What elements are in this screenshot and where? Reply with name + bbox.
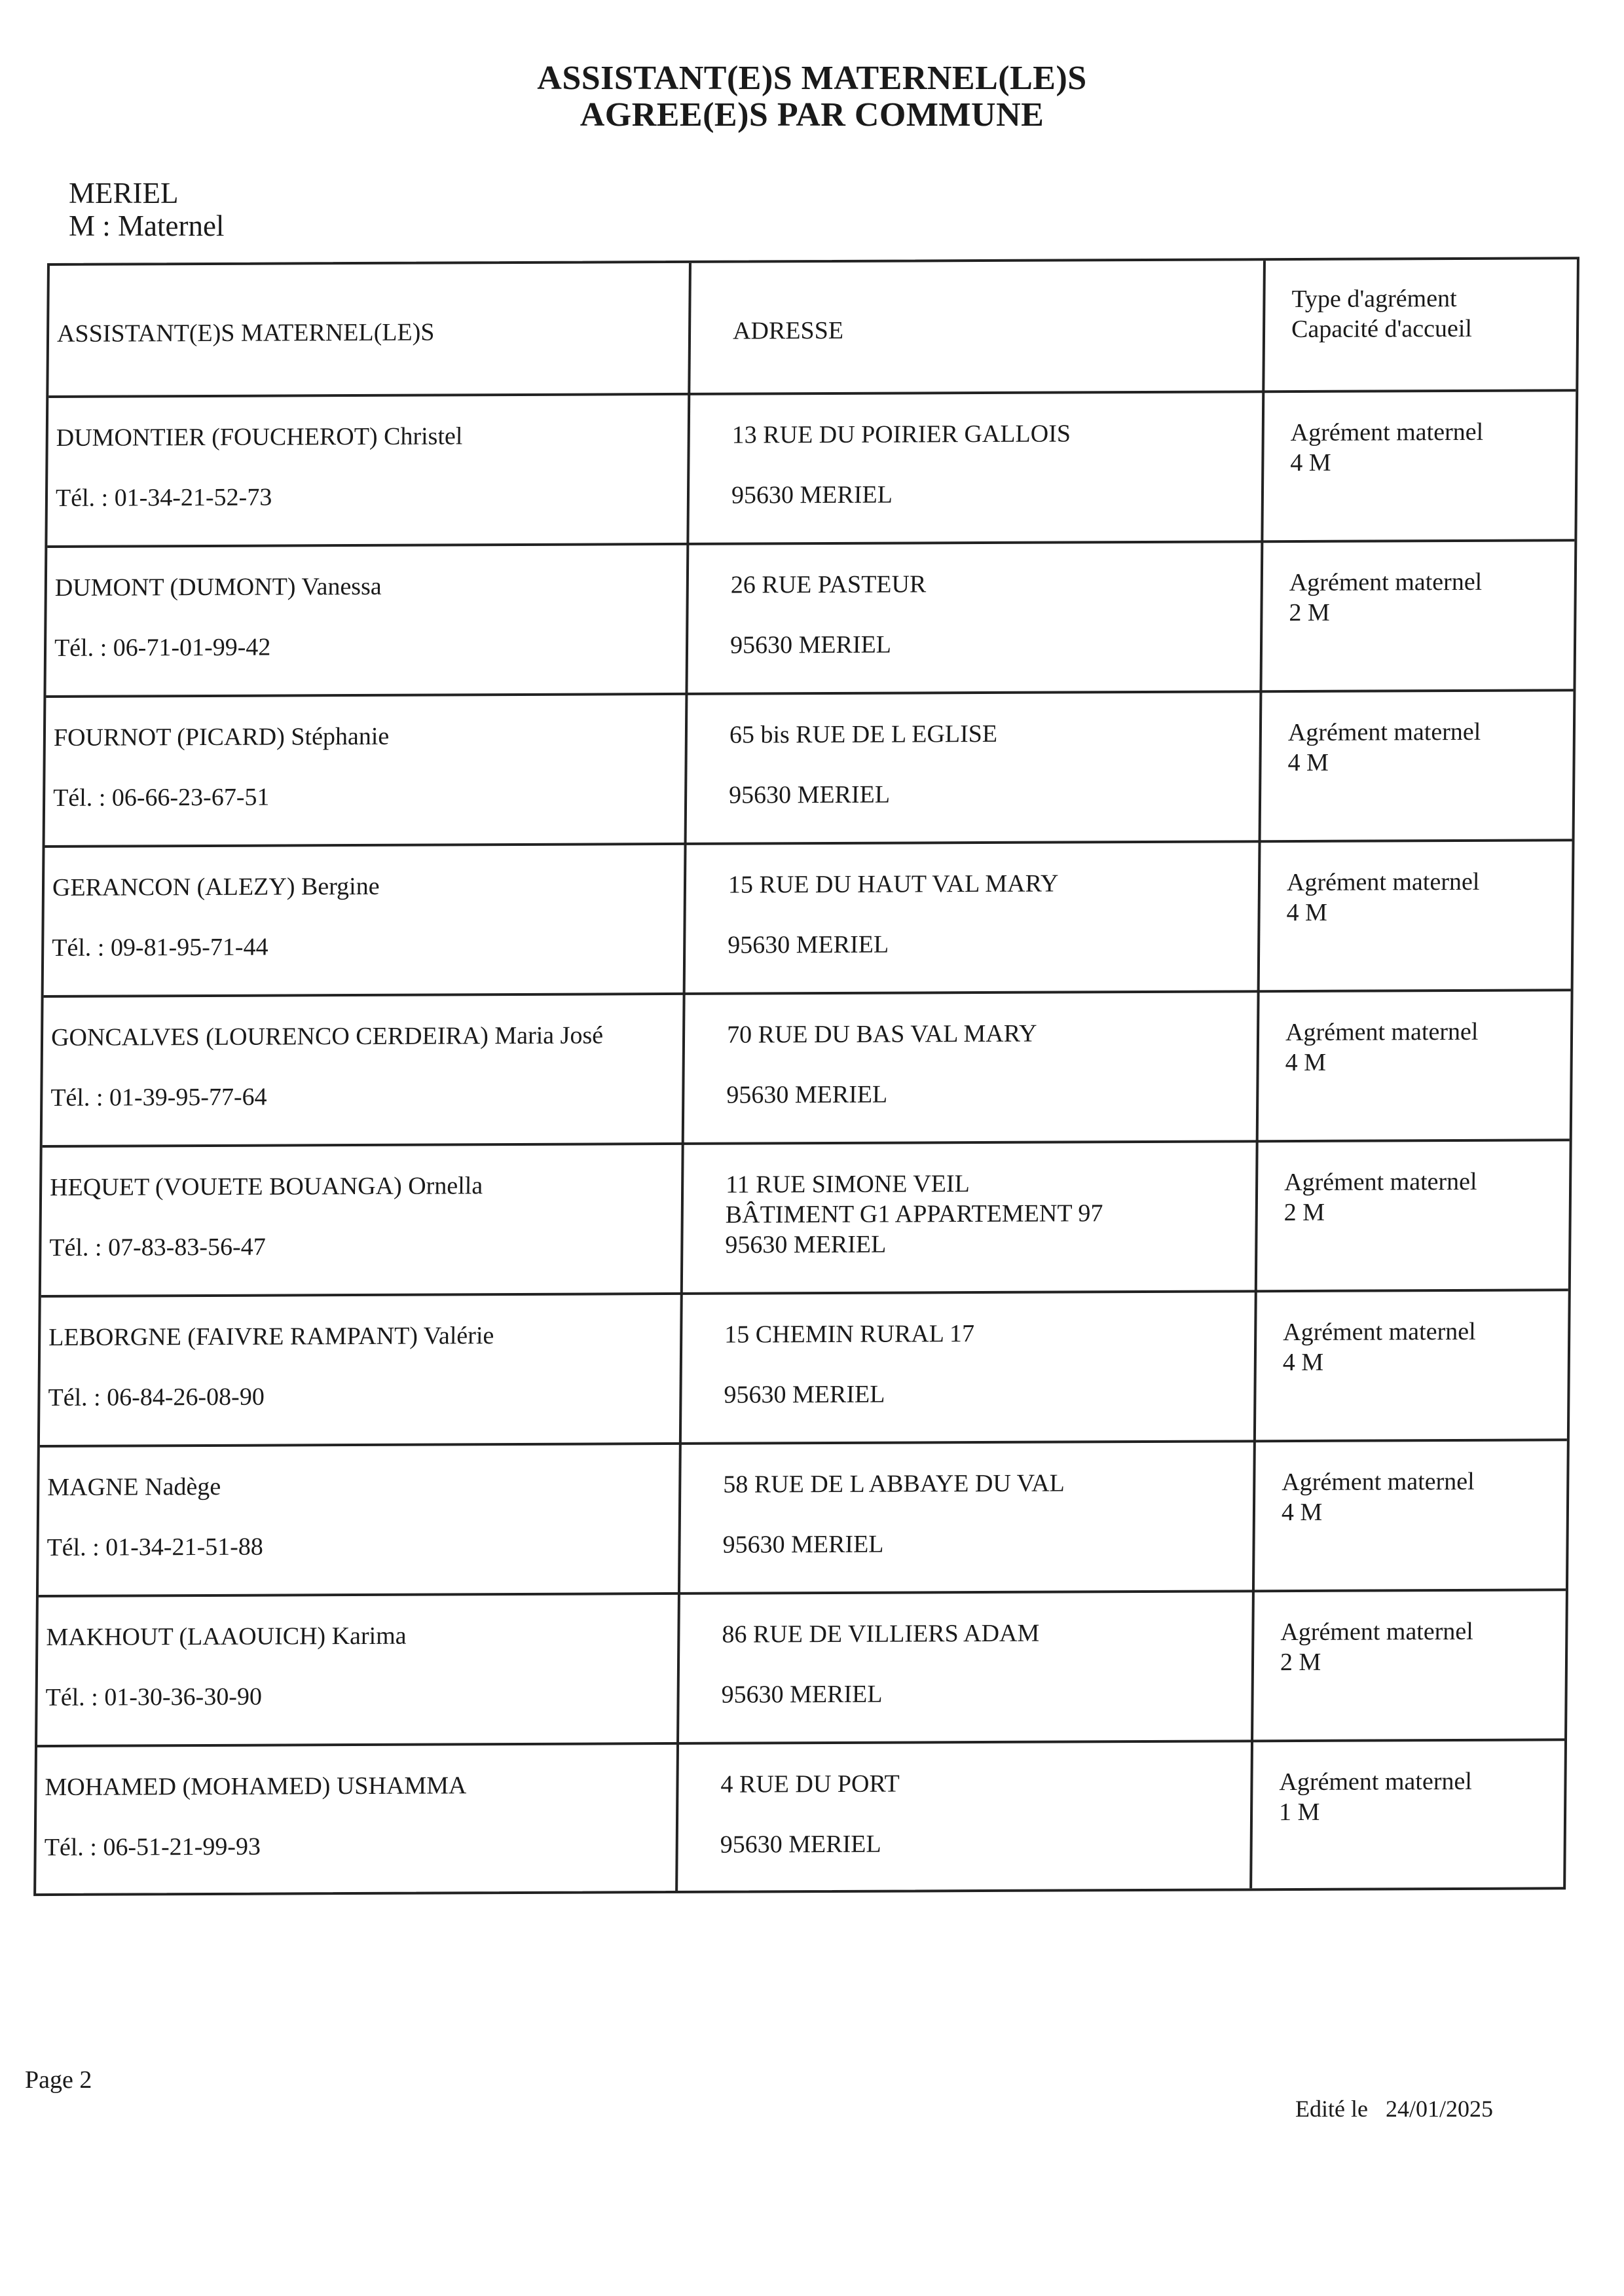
address-line-1: 26 RUE PASTEUR bbox=[730, 570, 927, 599]
commune-legend: M : Maternel bbox=[69, 210, 225, 242]
agreement-type: Agrément maternel bbox=[1287, 718, 1481, 747]
table-row bbox=[45, 691, 1574, 848]
address-line-1: 65 bis RUE DE L EGLISE bbox=[729, 720, 998, 749]
address-line-1: 13 RUE DU POIRIER GALLOIS bbox=[731, 420, 1071, 449]
assistant-phone: Tél. : 06-84-26-08-90 bbox=[48, 1383, 265, 1412]
address-postal: 95630 MERIEL bbox=[721, 1680, 883, 1709]
agreement-capacity: 4 M bbox=[1281, 1498, 1323, 1527]
address-line-2: BÂTIMENT G1 APPARTEMENT 97 bbox=[725, 1199, 1103, 1229]
assistant-name: HEQUET (VOUETE BOUANGA) Ornella bbox=[49, 1172, 483, 1201]
header-type-line-1: Type d'agrément bbox=[1291, 284, 1457, 314]
assistant-name: LEBORGNE (FAIVRE RAMPANT) Valérie bbox=[48, 1322, 494, 1351]
assistant-name: DUMONTIER (FOUCHEROT) Christel bbox=[56, 422, 463, 452]
address-line-1: 86 RUE DE VILLIERS ADAM bbox=[722, 1619, 1040, 1649]
table-row bbox=[36, 1741, 1564, 1897]
address-postal: 95630 MERIEL bbox=[720, 1830, 881, 1859]
assistants-table bbox=[33, 257, 1579, 1896]
agreement-type: Agrément maternel bbox=[1286, 867, 1480, 897]
edited-date-value: 24/01/2025 bbox=[1385, 2096, 1493, 2122]
agreement-type: Agrément maternel bbox=[1289, 568, 1483, 597]
assistant-phone: Tél. : 06-51-21-99-93 bbox=[44, 1832, 261, 1862]
table-row bbox=[46, 541, 1574, 698]
agreement-type: Agrément maternel bbox=[1283, 1167, 1477, 1197]
agreement-capacity: 4 M bbox=[1287, 748, 1329, 777]
agreement-capacity: 4 M bbox=[1290, 448, 1331, 477]
assistant-phone: Tél. : 01-34-21-51-88 bbox=[46, 1533, 264, 1562]
agreement-type: Agrément maternel bbox=[1282, 1467, 1475, 1497]
assistant-name: GONCALVES (LOURENCO CERDEIRA) Maria José bbox=[50, 1021, 604, 1051]
address-line-1: 11 RUE SIMONE VEIL bbox=[725, 1170, 970, 1199]
assistant-phone: Tél. : 06-71-01-99-42 bbox=[54, 633, 271, 662]
header-type bbox=[1291, 283, 1473, 344]
table-row bbox=[37, 1591, 1566, 1747]
assistant-name: MAKHOUT (LAAOUICH) Karima bbox=[46, 1622, 407, 1652]
address-line-1: 70 RUE DU BAS VAL MARY bbox=[726, 1019, 1037, 1049]
address-postal: 95630 MERIEL bbox=[728, 780, 891, 809]
title-line-2: AGREE(E)S PAR COMMUNE bbox=[580, 96, 1044, 134]
agreement-capacity: 2 M bbox=[1289, 598, 1330, 627]
header-assistant: ASSISTANT(E)S MATERNEL(LE)S bbox=[56, 318, 435, 348]
assistant-phone: Tél. : 01-34-21-52-73 bbox=[55, 483, 272, 512]
agreement-capacity: 4 M bbox=[1285, 1048, 1327, 1077]
address-line-1: 4 RUE DU PORT bbox=[720, 1770, 900, 1798]
address-postal: 95630 MERIEL bbox=[731, 481, 893, 509]
assistant-phone: Tél. : 07-83-83-56-47 bbox=[49, 1233, 266, 1262]
agreement-capacity: 1 M bbox=[1278, 1798, 1320, 1827]
agreement-capacity: 4 M bbox=[1282, 1348, 1324, 1377]
address-line-1: 58 RUE DE L ABBAYE DU VAL bbox=[723, 1469, 1065, 1499]
address-postal: 95630 MERIEL bbox=[729, 630, 892, 659]
address-line-1: 15 RUE DU HAUT VAL MARY bbox=[728, 869, 1059, 899]
table-row bbox=[44, 841, 1572, 998]
address-postal: 95630 MERIEL bbox=[722, 1530, 884, 1559]
table-row bbox=[39, 1441, 1567, 1597]
assistant-phone: Tél. : 01-30-36-30-90 bbox=[45, 1683, 263, 1712]
header-type-line-2: Capacité d'accueil bbox=[1291, 314, 1473, 344]
page-number: Page 2 bbox=[25, 2066, 92, 2094]
address-postal: 95630 MERIEL bbox=[726, 1080, 888, 1109]
assistant-name: FOURNOT (PICARD) Stéphanie bbox=[53, 722, 390, 752]
title-line-1: ASSISTANT(E)S MATERNEL(LE)S bbox=[537, 60, 1087, 97]
assistant-phone: Tél. : 01-39-95-77-64 bbox=[50, 1083, 267, 1112]
header-address: ADRESSE bbox=[732, 316, 844, 345]
agreement-type: Agrément maternel bbox=[1283, 1317, 1476, 1347]
agreement-type: Agrément maternel bbox=[1285, 1017, 1479, 1047]
table-header-row bbox=[48, 259, 1577, 398]
agreement-type: Agrément maternel bbox=[1279, 1767, 1473, 1796]
edited-label: Edité le bbox=[1295, 2096, 1368, 2122]
assistant-phone: Tél. : 09-81-95-71-44 bbox=[52, 933, 268, 962]
agreement-capacity: 4 M bbox=[1286, 898, 1328, 927]
table-row bbox=[43, 991, 1571, 1148]
edited-date bbox=[1295, 2095, 1493, 2123]
assistant-name: GERANCON (ALEZY) Bergine bbox=[52, 872, 380, 902]
commune-name: MERIEL bbox=[69, 177, 179, 210]
agreement-capacity: 2 M bbox=[1280, 1648, 1321, 1677]
agreement-type: Agrément maternel bbox=[1280, 1617, 1473, 1647]
assistant-name: DUMONT (DUMONT) Vanessa bbox=[54, 572, 382, 602]
table-row bbox=[40, 1291, 1568, 1448]
assistant-name: MAGNE Nadège bbox=[47, 1472, 221, 1501]
address-postal: 95630 MERIEL bbox=[728, 930, 889, 959]
commune-heading bbox=[69, 177, 224, 242]
assistant-name: MOHAMED (MOHAMED) USHAMMA bbox=[45, 1772, 467, 1802]
agreement-capacity: 2 M bbox=[1283, 1198, 1325, 1227]
document-title bbox=[0, 60, 1624, 134]
agreement-type: Agrément maternel bbox=[1290, 418, 1484, 447]
address-postal: 95630 MERIEL bbox=[725, 1230, 887, 1259]
table-row bbox=[41, 1141, 1570, 1298]
address-line-1: 15 CHEMIN RURAL 17 bbox=[724, 1320, 975, 1349]
table-row bbox=[47, 392, 1576, 548]
assistant-phone: Tél. : 06-66-23-67-51 bbox=[52, 783, 270, 812]
address-postal: 95630 MERIEL bbox=[724, 1380, 885, 1409]
